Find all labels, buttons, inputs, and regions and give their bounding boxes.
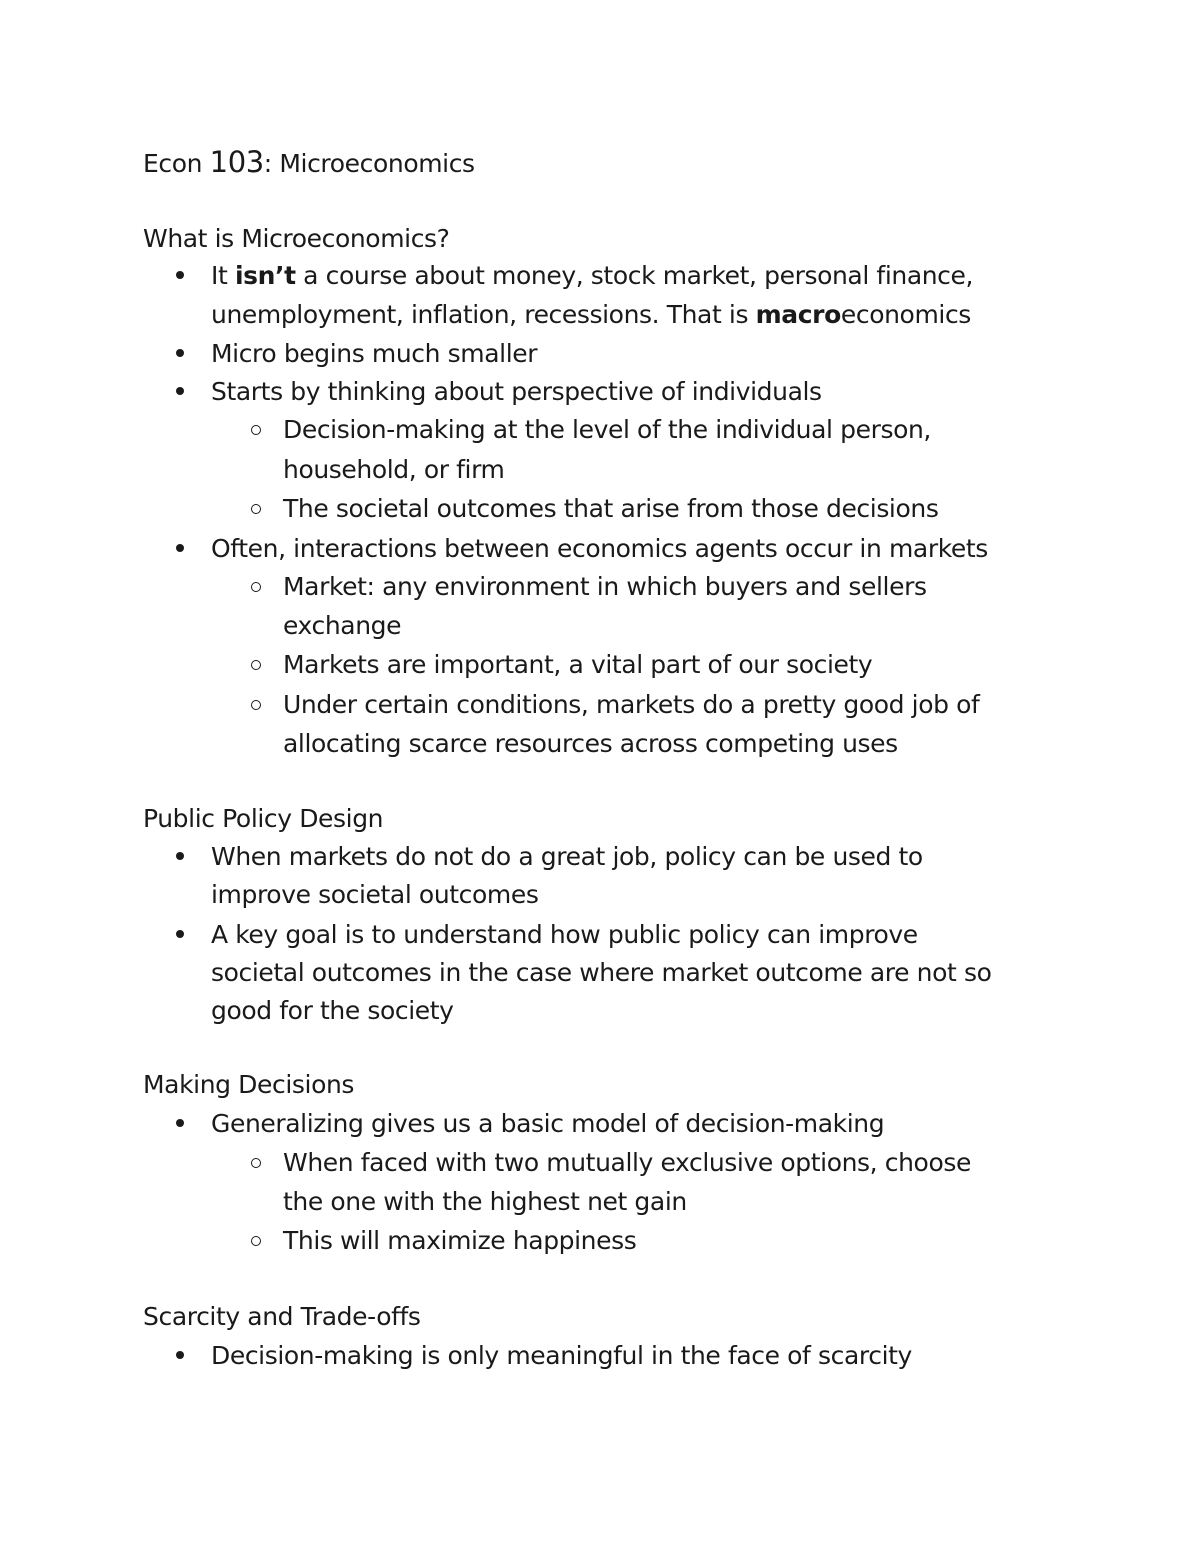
bullet-icon: [176, 349, 184, 357]
sub-bullet-icon: [251, 660, 261, 670]
section-heading-scarcity: Scarcity and Trade-offs: [143, 1302, 421, 1331]
text: unemployment, inflation, recessions. That is: [211, 300, 756, 329]
micro-sub-5-line-2: allocating scarce resources across competing uses: [283, 729, 898, 758]
policy-bullet-2-line-3: good for the society: [211, 996, 454, 1025]
bullet-icon: [176, 387, 184, 395]
micro-bullet-2: Micro begins much smaller: [211, 339, 538, 368]
title-course: Econ: [143, 149, 210, 178]
policy-bullet-2-line-1: A key goal is to understand how public policy can improve: [211, 920, 918, 949]
emphasis-macro: macro: [755, 300, 841, 329]
decisions-sub-2: This will maximize happiness: [283, 1226, 637, 1255]
micro-sub-1-line-1: Decision-making at the level of the individual person,: [283, 415, 931, 444]
bullet-icon: [176, 1351, 184, 1359]
sub-bullet-icon: [251, 425, 261, 435]
policy-bullet-1-line-2: improve societal outcomes: [211, 880, 539, 909]
scarcity-bullet-1: Decision-making is only meaningful in the face of scarcity: [211, 1341, 912, 1370]
text: a course about money, stock market, personal finance,: [295, 261, 974, 290]
title-number: 103: [209, 145, 264, 179]
bullet-icon: [176, 930, 184, 938]
section-heading-micro: What is Microeconomics?: [143, 224, 450, 253]
sub-bullet-icon: [251, 1158, 261, 1168]
text: economics: [840, 300, 971, 329]
bullet-icon: [176, 271, 184, 279]
decisions-sub-1-line-1: When faced with two mutually exclusive options, choose: [283, 1148, 971, 1177]
micro-sub-2: The societal outcomes that arise from those decisions: [283, 494, 939, 523]
decisions-bullet-1: Generalizing gives us a basic model of decision-making: [211, 1109, 885, 1138]
emphasis-isnt: isn’t: [234, 261, 296, 290]
micro-bullet-1-line-1: [211, 261, 973, 291]
micro-sub-5-line-1: Under certain conditions, markets do a pretty good job of: [283, 690, 980, 719]
sub-bullet-icon: [251, 1236, 261, 1246]
sub-bullet-icon: [251, 504, 261, 514]
section-heading-policy: Public Policy Design: [143, 804, 384, 833]
sub-bullet-icon: [251, 700, 261, 710]
document-title: [143, 147, 475, 179]
micro-bullet-4: Often, interactions between economics agents occur in markets: [211, 534, 988, 563]
section-heading-decisions: Making Decisions: [143, 1070, 355, 1099]
micro-sub-3-line-1: Market: any environment in which buyers and sellers: [283, 572, 927, 601]
micro-bullet-1-line-2: [211, 300, 971, 330]
micro-bullet-3: Starts by thinking about perspective of individuals: [211, 377, 822, 406]
policy-bullet-2-line-2: societal outcomes in the case where market outcome are not so: [211, 958, 992, 987]
micro-sub-4: Markets are important, a vital part of our society: [283, 650, 873, 679]
bullet-icon: [176, 1119, 184, 1127]
bullet-icon: [176, 544, 184, 552]
text: It: [211, 261, 235, 290]
bullet-icon: [176, 852, 184, 860]
decisions-sub-1-line-2: the one with the highest net gain: [283, 1187, 687, 1216]
micro-sub-3-line-2: exchange: [283, 611, 402, 640]
title-rest: : Microeconomics: [263, 149, 475, 178]
micro-sub-1-line-2: household, or firm: [283, 455, 505, 484]
sub-bullet-icon: [251, 582, 261, 592]
policy-bullet-1-line-1: When markets do not do a great job, policy can be used to: [211, 842, 923, 871]
